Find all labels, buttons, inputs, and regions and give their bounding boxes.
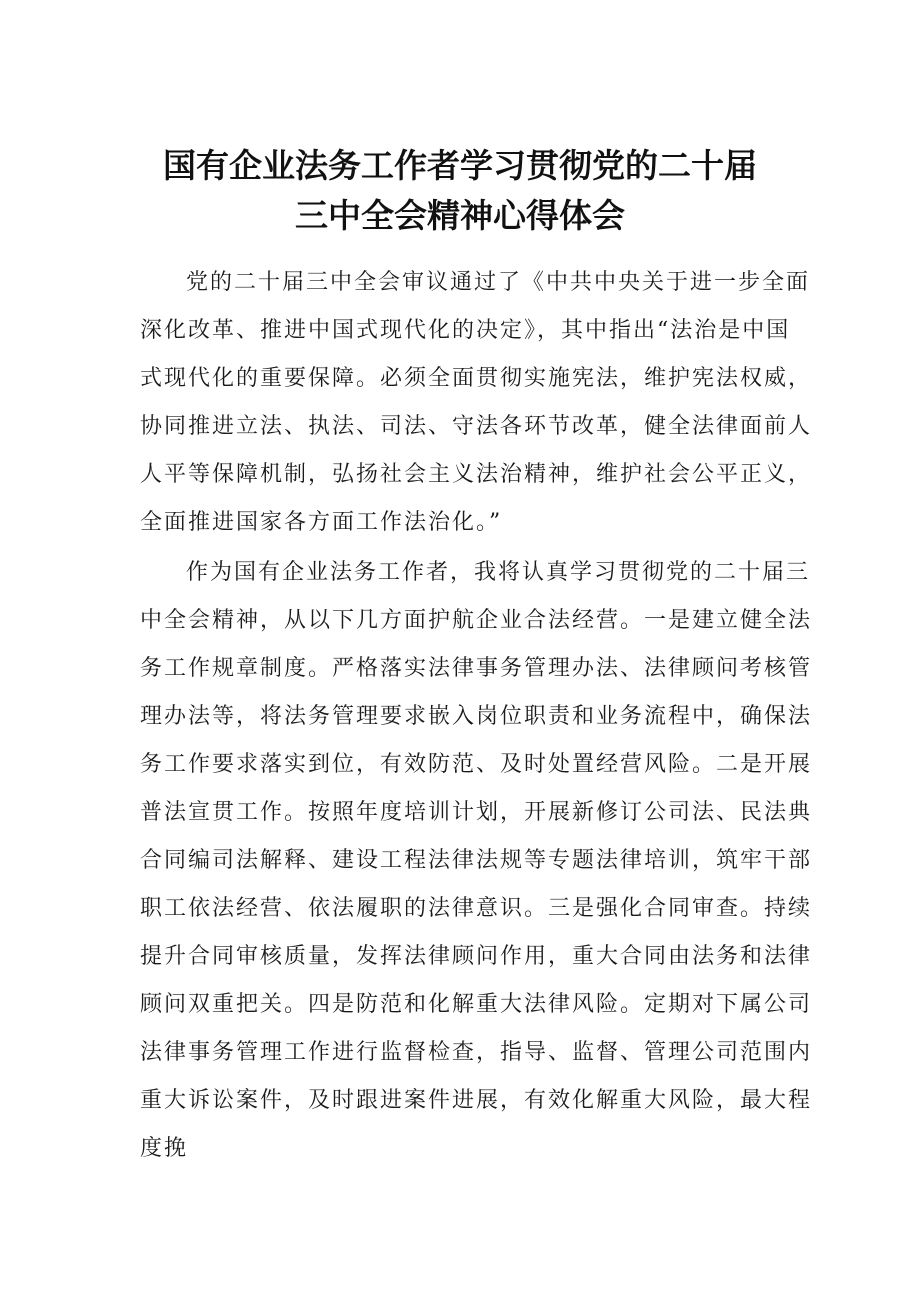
paragraph-1-line-1: 党的二十届三中全会审议通过了《中共中央关于进一步全面 [186,270,811,295]
paragraph-1-line-6: 全面推进国家各方面工作法治化。” [140,510,503,535]
paragraph-2-line-6: 普法宣贯工作。按照年度培训计划，开展新修订公司法、民法典 [140,800,813,825]
paragraph-2-line-9: 提升合同审核质量，发挥法律顾问作用，重大合同由法务和法律 [140,944,813,969]
paragraph-1-line-3: 式现代化的重要保障。必须全面贯彻实施宪法，维护宪法权威， [140,366,813,391]
paragraph-2-line-13: 度挽 [140,1136,189,1161]
paragraph-2-line-12: 重大诉讼案件，及时跟进案件进展，有效化解重大风险，最大程 [140,1088,813,1113]
paragraph-2-line-7: 合同编司法解释、建设工程法律法规等专题法律培训，筑牢干部 [140,848,813,873]
paragraph-2-line-4: 理办法等，将法务管理要求嵌入岗位职责和业务流程中，确保法 [140,704,813,729]
paragraph-2-line-3: 务工作规章制度。严格落实法律事务管理办法、法律顾问考核管 [140,656,813,681]
paragraph-2-line-5: 务工作要求落实到位，有效防范、及时处置经营风险。二是开展 [140,752,813,777]
paragraph-2-line-8: 职工依法经营、依法履职的法律意识。三是强化合同审查。持续 [140,896,813,921]
paragraph-2-line-11: 法律事务管理工作进行监督检查，指导、监督、管理公司范围内 [140,1040,813,1065]
paragraph-2-line-1: 作为国有企业法务工作者，我将认真学习贯彻党的二十届三 [186,560,811,585]
paragraph-2-line-10: 顾问双重把关。四是防范和化解重大法律风险。定期对下属公司 [140,992,813,1017]
paragraph-2-line-2: 中全会精神，从以下几方面护航企业合法经营。一是建立健全法 [140,608,813,633]
document-title-line-2: 三中全会精神心得体会 [295,196,625,235]
paragraph-1-line-5: 人平等保障机制，弘扬社会主义法治精神，维护社会公平正义， [140,462,813,487]
paragraph-1-line-4: 协同推进立法、执法、司法、守法各环节改革，健全法律面前人 [140,414,813,439]
paragraph-1-line-2: 深化改革、推进中国式现代化的决定》，其中指出“法治是中国 [140,318,791,343]
document-title-line-1: 国有企业法务工作者学习贯彻党的二十届 [163,146,757,185]
